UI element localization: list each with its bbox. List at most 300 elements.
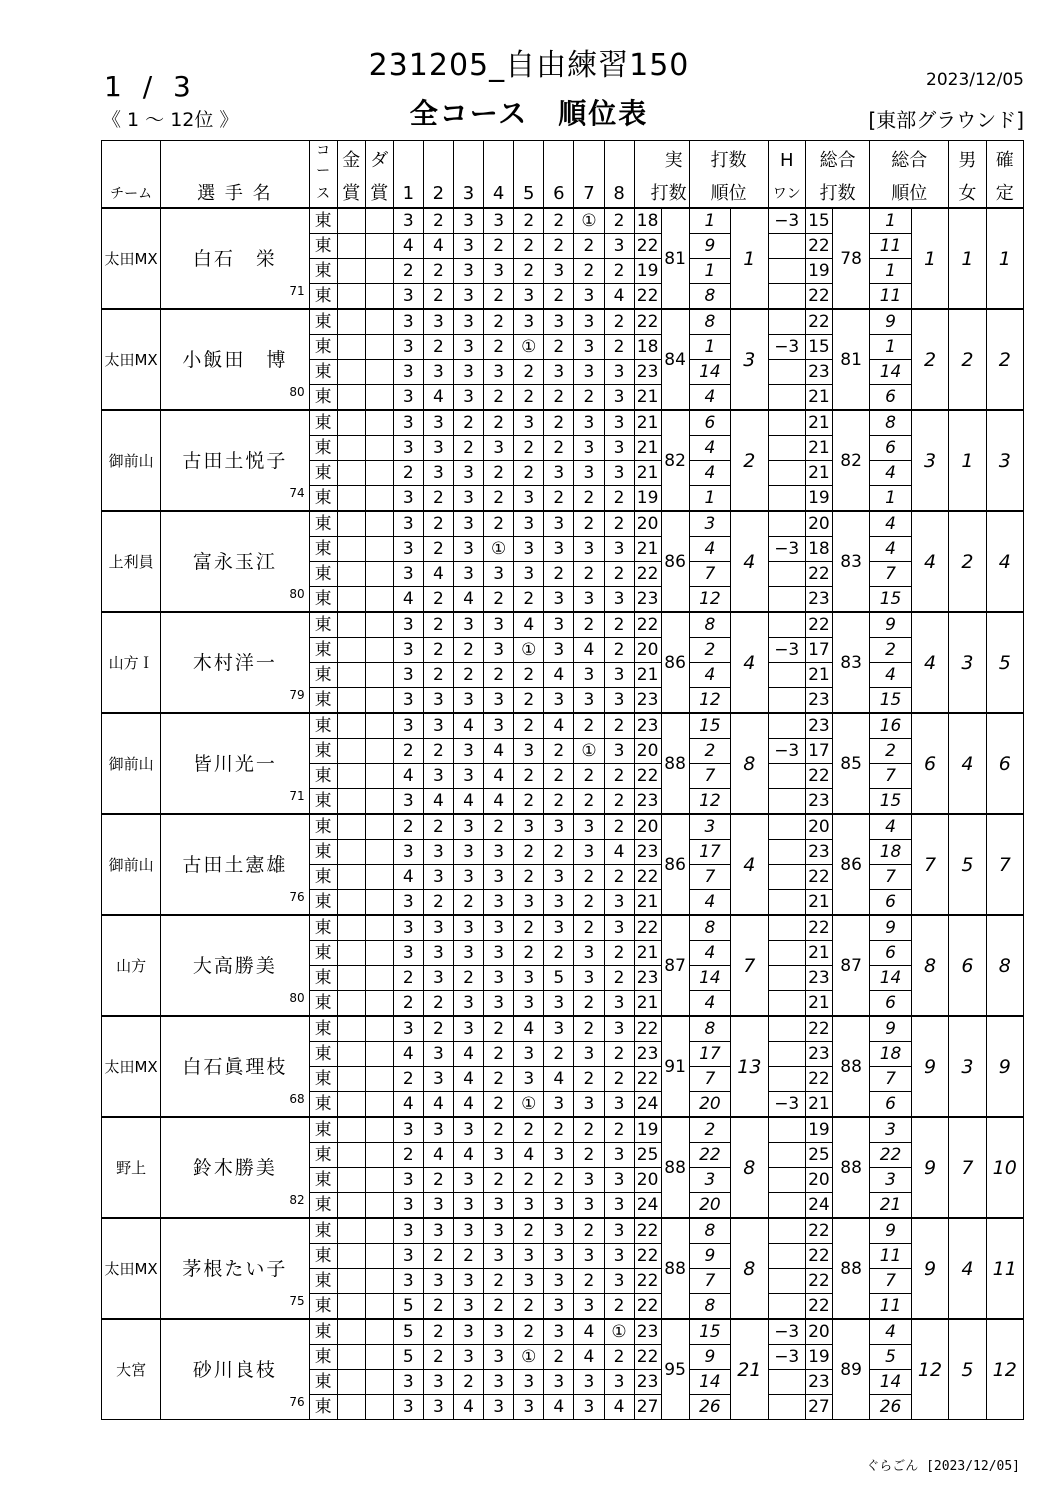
- hole-score: 3: [613, 741, 625, 761]
- hole-score-cell: [544, 663, 574, 688]
- hole-score-cell: [453, 638, 483, 663]
- round-total-cell: 22: [805, 1269, 832, 1294]
- course-cell: 東: [309, 638, 337, 663]
- hole-score: 3: [402, 539, 414, 559]
- final-rank-cell: 10: [986, 1117, 1023, 1218]
- hole-score-cell: [544, 991, 574, 1017]
- da-prize-cell: [365, 436, 393, 461]
- round-sum-cell: 21: [634, 890, 661, 916]
- round-total-rank-cell: 18: [870, 840, 912, 865]
- col-hole-7: 7: [574, 181, 604, 208]
- da-prize-cell: [365, 688, 393, 714]
- hole-score: 2: [613, 261, 625, 281]
- da-prize-cell: [365, 1092, 393, 1118]
- round-total-cell: 19: [805, 259, 832, 284]
- hole-score-cell: [574, 739, 604, 764]
- course-cell: 東: [309, 562, 337, 587]
- hole-score-cell: [393, 789, 423, 815]
- player-name: 富永玉江: [192, 550, 277, 573]
- hole-score-cell: [484, 1067, 514, 1092]
- hole-score: 3: [463, 943, 474, 963]
- hole-score-cell: [484, 587, 514, 613]
- hole-score: 2: [523, 387, 535, 407]
- venue: [東部グラウンド]: [868, 108, 1024, 132]
- round-total-rank-cell: 4: [870, 663, 912, 688]
- round-rank-cell: 1: [689, 208, 731, 234]
- grand-total-cell: 83: [832, 511, 869, 612]
- hole-score-cell: [484, 941, 514, 966]
- hole-score: 2: [493, 387, 505, 407]
- hole-score-cell: [453, 511, 483, 537]
- hole-score-cell: [393, 638, 423, 663]
- round-total-cell: 22: [805, 1244, 832, 1269]
- hole-in-one-cell: [768, 764, 805, 789]
- round-sum-cell: 22: [634, 612, 661, 638]
- hole-score: 4: [432, 564, 444, 584]
- hole-in-one-cell: [768, 360, 805, 385]
- player-name-cell: [161, 1319, 309, 1420]
- hole-score-cell: [484, 360, 514, 385]
- round-total-rank-cell: 14: [870, 360, 912, 385]
- hole-score-cell: [604, 941, 634, 966]
- hole-score: 2: [493, 413, 505, 433]
- round-sum-cell: 23: [634, 789, 661, 815]
- hole-score-cell: [544, 688, 574, 714]
- course-cell: 東: [309, 208, 337, 234]
- round-rank-cell: 4: [689, 663, 731, 688]
- team-cell: 山方Ｉ: [102, 612, 161, 713]
- hole-score-cell: [574, 638, 604, 663]
- course-cell: 東: [309, 739, 337, 764]
- player-age: 76: [289, 890, 305, 904]
- round-rank-cell: 4: [689, 461, 731, 486]
- hole-score-cell: [574, 865, 604, 890]
- hole-score: 3: [463, 690, 474, 710]
- hole-score: 3: [583, 413, 595, 433]
- hole-score: 3: [523, 993, 535, 1013]
- round-total-rank-cell: 11: [870, 1294, 912, 1320]
- hole-score-cell: [514, 208, 544, 234]
- round-rank-cell: 3: [689, 1168, 731, 1193]
- hole-score: 2: [493, 1120, 505, 1140]
- player-name: 砂川良枝: [192, 1358, 277, 1381]
- hole-score-cell: [574, 1269, 604, 1294]
- hole-score-cell: [514, 865, 544, 890]
- hole-score: 3: [432, 690, 444, 710]
- col-gold-top: 金: [337, 141, 365, 182]
- hole-score-cell: [514, 410, 544, 436]
- round-total-cell: 22: [805, 562, 832, 587]
- hole-score: 3: [523, 539, 535, 559]
- hole-score-cell: [484, 1168, 514, 1193]
- actual-total-cell: 95: [661, 1319, 689, 1420]
- round-total-cell: 19: [805, 1345, 832, 1370]
- round-total-rank-cell: 11: [870, 234, 912, 259]
- hole-score-cell: [574, 234, 604, 259]
- hole-score: 3: [493, 1372, 505, 1392]
- final-rank-cell: 12: [986, 1319, 1023, 1420]
- hole-score-cell: [423, 1092, 453, 1118]
- hole-score: 2: [583, 236, 595, 256]
- hole-in-one-cell: [768, 1218, 805, 1244]
- hole-score-cell: [453, 713, 483, 739]
- hole-score: 2: [432, 892, 444, 912]
- hole-score: 3: [523, 968, 535, 988]
- da-prize-cell: [365, 1143, 393, 1168]
- round-rank-cell: 1: [689, 335, 731, 360]
- round-rank-cell: 1: [689, 259, 731, 284]
- gender-rank-cell: 6: [949, 915, 986, 1016]
- grand-total-cell: 88: [832, 1218, 869, 1319]
- hole-score-cell: [393, 461, 423, 486]
- final-rank-cell: 3: [986, 410, 1023, 511]
- hole-score-cell: [514, 234, 544, 259]
- stroke-rank-cell: 13: [731, 1016, 768, 1117]
- hole-in-one-cell: [768, 234, 805, 259]
- hole-score: 2: [523, 211, 535, 231]
- round-sum-cell: 23: [634, 360, 661, 385]
- round-sum-cell: 23: [634, 966, 661, 991]
- hole-score-cell: [484, 638, 514, 663]
- total-rank-cell: 1: [911, 208, 948, 309]
- da-prize-cell: [365, 1042, 393, 1067]
- hole-score-cell: [604, 890, 634, 916]
- hole-score: 4: [553, 1397, 565, 1417]
- course-cell: 東: [309, 789, 337, 815]
- gold-prize-cell: [337, 840, 365, 865]
- hole-score: 3: [402, 337, 414, 357]
- hole-score: 3: [583, 842, 595, 862]
- hole-score: 4: [432, 1094, 444, 1114]
- total-rank-cell: 2: [911, 309, 948, 410]
- course-cell: 東: [309, 612, 337, 638]
- hole-score: 3: [553, 918, 565, 938]
- round-sum-cell: 19: [634, 259, 661, 284]
- da-prize-cell: [365, 1294, 393, 1320]
- hole-score-cell: [423, 335, 453, 360]
- hole-score: 3: [613, 463, 625, 483]
- hole-score-cell: [604, 234, 634, 259]
- hole-score: 3: [463, 1019, 474, 1039]
- hole-score: 4: [402, 1044, 414, 1064]
- hole-score-cell: [423, 814, 453, 840]
- col-team-top: [102, 141, 161, 182]
- round-rank-cell: 15: [689, 1319, 731, 1345]
- hole-score: 3: [463, 337, 474, 357]
- hole-score: 4: [583, 1347, 595, 1367]
- hole-score-cell: [544, 360, 574, 385]
- hole-score-cell: [544, 1244, 574, 1269]
- total-rank-cell: 9: [911, 1117, 948, 1218]
- hole-score-cell: [544, 1016, 574, 1042]
- hole-score: 2: [553, 741, 565, 761]
- gender-rank-cell: 3: [949, 612, 986, 713]
- hole-in-one-cell: [768, 663, 805, 688]
- hole-score: 3: [402, 1221, 414, 1241]
- round-total-rank-cell: 5: [870, 1345, 912, 1370]
- da-prize-cell: [365, 966, 393, 991]
- col-final: 定: [986, 181, 1023, 208]
- hole-score-cell: [604, 915, 634, 941]
- round-total-rank-cell: 4: [870, 537, 912, 562]
- hole-score: 2: [583, 892, 595, 912]
- course-cell: 東: [309, 941, 337, 966]
- hole-score: 3: [583, 1195, 595, 1215]
- hole-in-one-cell: −3: [768, 537, 805, 562]
- player-name: 古田土悦子: [182, 449, 288, 472]
- gold-prize-cell: [337, 284, 365, 310]
- hole-score: 4: [402, 589, 414, 609]
- hole-score: 2: [613, 943, 625, 963]
- round-total-cell: 22: [805, 612, 832, 638]
- round-total-cell: 23: [805, 713, 832, 739]
- actual-total-cell: 88: [661, 1218, 689, 1319]
- gold-prize-cell: [337, 1143, 365, 1168]
- hole-score: 2: [493, 1296, 505, 1316]
- hole-score: 3: [402, 564, 414, 584]
- round-total-cell: 17: [805, 638, 832, 663]
- hole-score: 3: [553, 690, 565, 710]
- round-sum-cell: 23: [634, 688, 661, 714]
- hole-score: 2: [432, 741, 444, 761]
- da-prize-cell: [365, 587, 393, 613]
- gold-prize-cell: [337, 688, 365, 714]
- hole-in-one-cell: [768, 284, 805, 310]
- round-sum-cell: 22: [634, 1016, 661, 1042]
- hole-score-cell: [514, 587, 544, 613]
- da-prize-cell: [365, 612, 393, 638]
- hole-score-cell: [514, 890, 544, 916]
- da-prize-cell: [365, 1218, 393, 1244]
- hole-score: 3: [402, 665, 414, 685]
- hole-score-cell: [574, 941, 604, 966]
- hole-score: 2: [432, 286, 444, 306]
- da-prize-cell: [365, 284, 393, 310]
- hole-score-cell: [544, 486, 574, 512]
- gold-prize-cell: [337, 1067, 365, 1092]
- hole-score: 2: [432, 337, 444, 357]
- round-total-cell: 21: [805, 436, 832, 461]
- hole-score-cell: [574, 335, 604, 360]
- actual-total-cell: 81: [661, 208, 689, 309]
- hole-in-one-cell: [768, 1269, 805, 1294]
- hole-score-cell: [453, 537, 483, 562]
- hole-in-one-mark: ①: [581, 741, 597, 761]
- course-cell: 東: [309, 587, 337, 613]
- hole-score-cell: [423, 1193, 453, 1219]
- hole-score: 2: [493, 1044, 505, 1064]
- results-body: [102, 208, 1024, 1420]
- da-prize-cell: [365, 1395, 393, 1420]
- hole-score: 3: [583, 1246, 595, 1266]
- hole-score-cell: [574, 461, 604, 486]
- da-prize-cell: [365, 1345, 393, 1370]
- hole-score: 2: [402, 463, 414, 483]
- hole-score-cell: [423, 865, 453, 890]
- hole-score-cell: [574, 840, 604, 865]
- hole-score: 3: [402, 387, 414, 407]
- hole-score: 2: [432, 640, 444, 660]
- hole-score: 4: [463, 1069, 474, 1089]
- hole-score: 2: [523, 665, 535, 685]
- hole-score: 2: [493, 1170, 505, 1190]
- hole-score-cell: [393, 360, 423, 385]
- hole-score-cell: [393, 1067, 423, 1092]
- hole-score: 3: [613, 1094, 625, 1114]
- round-total-rank-cell: 1: [870, 208, 912, 234]
- hole-score: 3: [402, 1019, 414, 1039]
- hole-score-cell: [453, 1218, 483, 1244]
- team-cell: 太田MX: [102, 309, 161, 410]
- hole-in-one-mark: ①: [521, 1347, 537, 1367]
- hole-score: 2: [523, 842, 535, 862]
- hole-score-cell: [393, 284, 423, 310]
- hole-score-cell: [574, 1218, 604, 1244]
- hole-score: 3: [432, 1069, 444, 1089]
- hole-score-cell: [453, 208, 483, 234]
- round-total-cell: 23: [805, 840, 832, 865]
- hole-score-cell: [544, 713, 574, 739]
- hole-score: 2: [463, 1246, 474, 1266]
- hole-score: 3: [523, 741, 535, 761]
- round-rank-cell: 12: [689, 688, 731, 714]
- round-rank-cell: 7: [689, 1067, 731, 1092]
- round-total-cell: 22: [805, 915, 832, 941]
- hole-score: 2: [613, 968, 625, 988]
- gold-prize-cell: [337, 1269, 365, 1294]
- hole-score-cell: [544, 208, 574, 234]
- round-rank-cell: 8: [689, 1218, 731, 1244]
- hole-in-one-cell: [768, 1117, 805, 1143]
- hole-score: 2: [553, 387, 565, 407]
- hole-score: 2: [523, 1322, 535, 1342]
- round-total-cell: 21: [805, 1092, 832, 1118]
- hole-in-one-mark: ①: [521, 1094, 537, 1114]
- hole-score: 3: [402, 211, 414, 231]
- stroke-rank-cell: 8: [731, 713, 768, 814]
- hole-score-cell: [514, 537, 544, 562]
- hole-score: 3: [613, 918, 625, 938]
- course-cell: 東: [309, 1319, 337, 1345]
- player-name: 鈴木勝美: [192, 1156, 277, 1179]
- hole-score-cell: [484, 1269, 514, 1294]
- hole-score-cell: [423, 1269, 453, 1294]
- hole-score: 2: [493, 1094, 505, 1114]
- hole-score-cell: [393, 1016, 423, 1042]
- round-total-rank-cell: 9: [870, 1016, 912, 1042]
- hole-score: 3: [493, 918, 505, 938]
- hole-score-cell: [393, 562, 423, 587]
- hole-score-cell: [604, 259, 634, 284]
- grand-total-cell: 83: [832, 612, 869, 713]
- hole-score-cell: [574, 1117, 604, 1143]
- hole-in-one-cell: [768, 688, 805, 714]
- hole-score-cell: [604, 410, 634, 436]
- gold-prize-cell: [337, 1092, 365, 1118]
- col-rank: 順位: [689, 181, 768, 208]
- hole-score-cell: [574, 1016, 604, 1042]
- hole-score: 3: [402, 514, 414, 534]
- hole-score-cell: [393, 1218, 423, 1244]
- gold-prize-cell: [337, 1117, 365, 1143]
- hole-score-cell: [393, 234, 423, 259]
- hole-score: 3: [402, 312, 414, 332]
- hole-score: 2: [523, 690, 535, 710]
- hole-score: 3: [613, 589, 625, 609]
- gold-prize-cell: [337, 1370, 365, 1395]
- course-cell: 東: [309, 865, 337, 890]
- col-gender: 女: [949, 181, 986, 208]
- gold-prize-cell: [337, 360, 365, 385]
- hole-score: 3: [432, 867, 444, 887]
- col-course: ス: [309, 181, 337, 208]
- col-course-top: コー: [309, 141, 337, 182]
- hole-score: 3: [553, 1246, 565, 1266]
- hole-score-cell: [514, 814, 544, 840]
- hole-score: 5: [402, 1322, 414, 1342]
- hole-score: 4: [463, 1044, 474, 1064]
- hole-score-cell: [574, 1319, 604, 1345]
- total-rank-cell: 7: [911, 814, 948, 915]
- hole-score: 2: [613, 640, 625, 660]
- round-total-cell: 21: [805, 385, 832, 411]
- round-rank-cell: 3: [689, 814, 731, 840]
- hole-score-cell: [393, 309, 423, 335]
- hole-score-cell: [453, 309, 483, 335]
- hole-score-cell: [574, 915, 604, 941]
- hole-score-cell: [514, 562, 544, 587]
- gender-rank-cell: 5: [949, 814, 986, 915]
- col-player-top: [161, 141, 309, 182]
- hole-score: 3: [583, 665, 595, 685]
- hole-score-cell: [544, 234, 574, 259]
- hole-score-cell: [604, 1269, 634, 1294]
- hole-score-cell: [453, 1269, 483, 1294]
- player-name-cell: [161, 915, 309, 1016]
- round-total-rank-cell: 11: [870, 1244, 912, 1269]
- hole-score: 4: [523, 1019, 535, 1039]
- hole-score-cell: [544, 1294, 574, 1320]
- hole-score: 2: [613, 867, 625, 887]
- hole-score-cell: [453, 436, 483, 461]
- hole-score: 3: [583, 943, 595, 963]
- round-total-rank-cell: 15: [870, 789, 912, 815]
- hole-score: 2: [493, 514, 505, 534]
- round-total-cell: 22: [805, 865, 832, 890]
- hole-score-cell: [393, 688, 423, 714]
- hole-score-cell: [574, 1370, 604, 1395]
- hole-score: 2: [523, 943, 535, 963]
- hole-in-one-mark: ①: [581, 211, 597, 231]
- team-cell: 野上: [102, 1117, 161, 1218]
- hole-score: 3: [493, 1246, 505, 1266]
- course-cell: 東: [309, 663, 337, 688]
- col-player: 選 手 名: [161, 181, 309, 208]
- hole-score: 3: [523, 286, 535, 306]
- hole-score: 2: [583, 766, 595, 786]
- col-total-top: 総合: [805, 141, 869, 182]
- round-total-rank-cell: 9: [870, 1218, 912, 1244]
- hole-score: 2: [613, 564, 625, 584]
- round-total-rank-cell: 14: [870, 1370, 912, 1395]
- col-rank-top: 打数: [689, 141, 768, 182]
- da-prize-cell: [365, 890, 393, 916]
- hole-score-cell: [604, 1168, 634, 1193]
- hole-score-cell: [574, 436, 604, 461]
- hole-score-cell: [453, 890, 483, 916]
- hole-score-cell: [484, 1294, 514, 1320]
- hole-score-cell: [423, 309, 453, 335]
